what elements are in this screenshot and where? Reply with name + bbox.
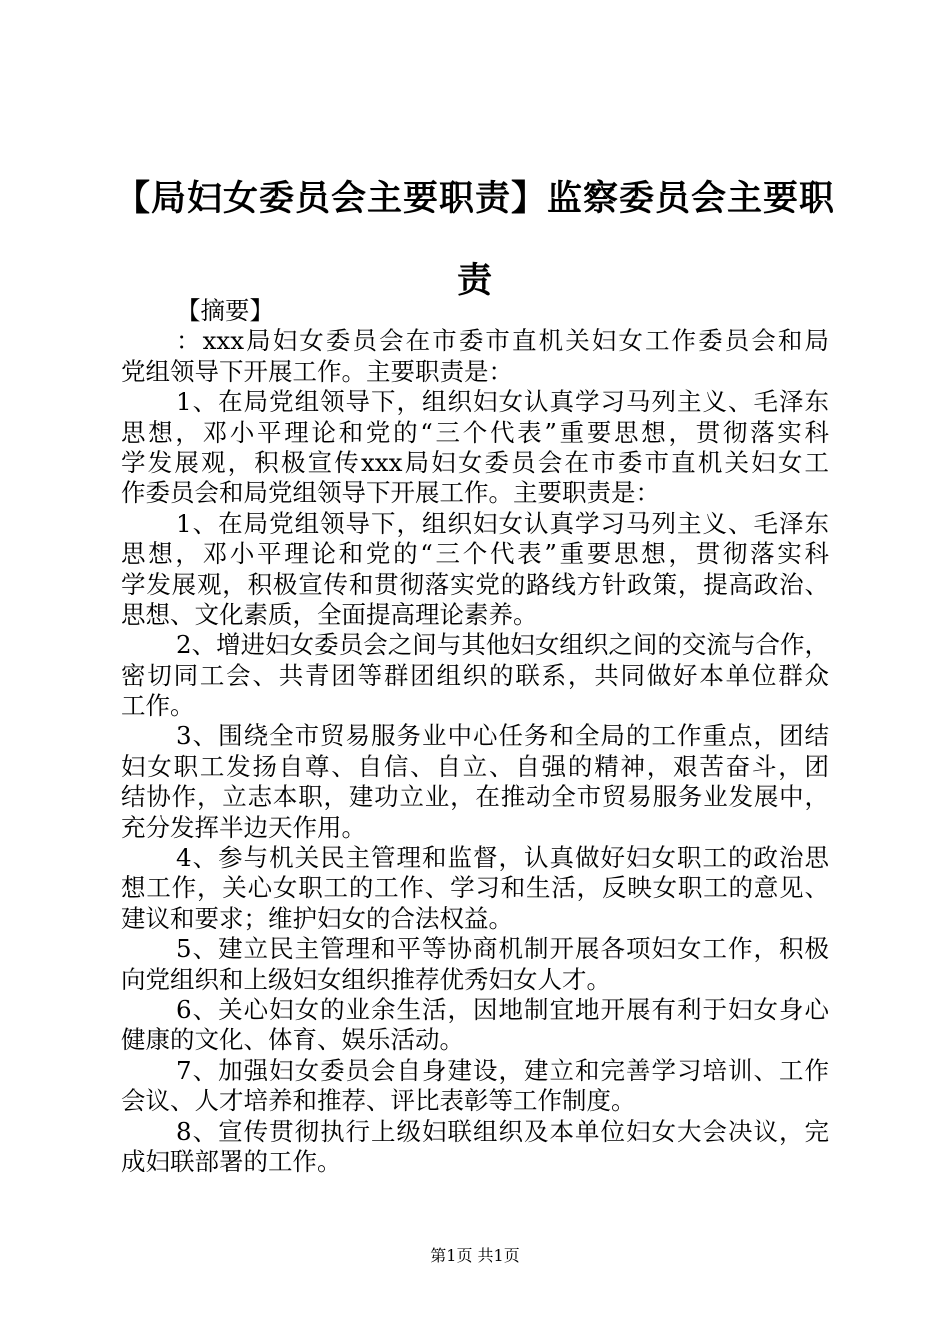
paragraph [121,630,829,721]
page-footer: 第1页 共1页 [430,1246,520,1265]
paragraph [121,934,829,995]
text-line: 6、关心妇女的业余生活，因地制宜地开展有利于妇女身心 [176,994,829,1024]
text-line: 党组领导下开展工作。主要职责是： [121,356,513,386]
text-line: 建议和要求；维护妇女的合法权益。 [121,903,513,933]
text-line: 思想，邓小平理论和党的“三个代表”重要思想，贯彻落实科 [121,539,829,569]
title-line: 【局妇女委员会主要职责】监察委员会主要职 [114,178,835,219]
abstract-heading [121,296,829,326]
text-line: 1、在局党组领导下，组织妇女认真学习马列主义、毛泽东 [176,387,829,417]
paragraph [121,843,829,934]
text-line: ：xxx局妇女委员会在市委市直机关妇女工作委员会和局 [176,326,829,356]
text-line: 2、增进妇女委员会之间与其他妇女组织之间的交流与合作， [176,630,829,660]
paragraph [121,1117,829,1178]
text-line: 结协作，立志本职，建功立业，在推动全市贸易服务业发展中， [121,782,829,812]
paragraph [121,509,829,631]
text-line: 学发展观，积极宣传和贯彻落实党的路线方针政策，提高政治、 [121,569,829,599]
text-line: 想工作，关心女职工的工作、学习和生活，反映女职工的意见、 [121,873,829,903]
text-line: 5、建立民主管理和平等协商机制开展各项妇女工作，积极 [176,934,829,964]
text-line: 妇女职工发扬自尊、自信、自立、自强的精神，艰苦奋斗，团 [121,751,829,781]
text-line: 密切同工会、共青团等群团组织的联系，共同做好本单位群众 [121,660,829,690]
text-line: 8、宣传贯彻执行上级妇联组织及本单位妇女大会决议，完 [176,1116,829,1146]
paragraph [121,326,829,387]
paragraph [121,721,829,843]
text-line: 思想，邓小平理论和党的“三个代表”重要思想，贯彻落实科 [121,417,829,447]
text-line: 成妇联部署的工作。 [121,1146,342,1176]
text-line: 学发展观，积极宣传xxx局妇女委员会在市委市直机关妇女工 [121,447,829,477]
paragraph [121,1056,829,1117]
text-line: 7、加强妇女委员会自身建设，建立和完善学习培训、工作 [176,1055,829,1085]
text-line: 健康的文化、体育、娱乐活动。 [121,1025,464,1055]
text-line: 向党组织和上级妇女组织推荐优秀妇女人才。 [121,964,611,994]
text-line: 3、围绕全市贸易服务业中心任务和全局的工作重点，团结 [176,721,829,751]
text-line: 【摘要】 [176,296,274,325]
text-line: 作委员会和局党组领导下开展工作。主要职责是： [121,478,660,508]
title-line: 责 [456,260,493,301]
text-line: 1、在局党组领导下，组织妇女认真学习马列主义、毛泽东 [176,508,829,538]
document-body [121,296,829,1177]
paragraph [121,387,829,509]
paragraph [121,995,829,1056]
text-line: 会议、人才培养和推荐、评比表彰等工作制度。 [121,1086,636,1116]
text-line: 思想、文化素质，全面提高理论素养。 [121,599,538,629]
text-line: 工作。 [121,691,195,721]
text-line: 充分发挥半边天作用。 [121,812,366,842]
text-line: 4、参与机关民主管理和监督，认真做好妇女职工的政治思 [176,843,829,873]
